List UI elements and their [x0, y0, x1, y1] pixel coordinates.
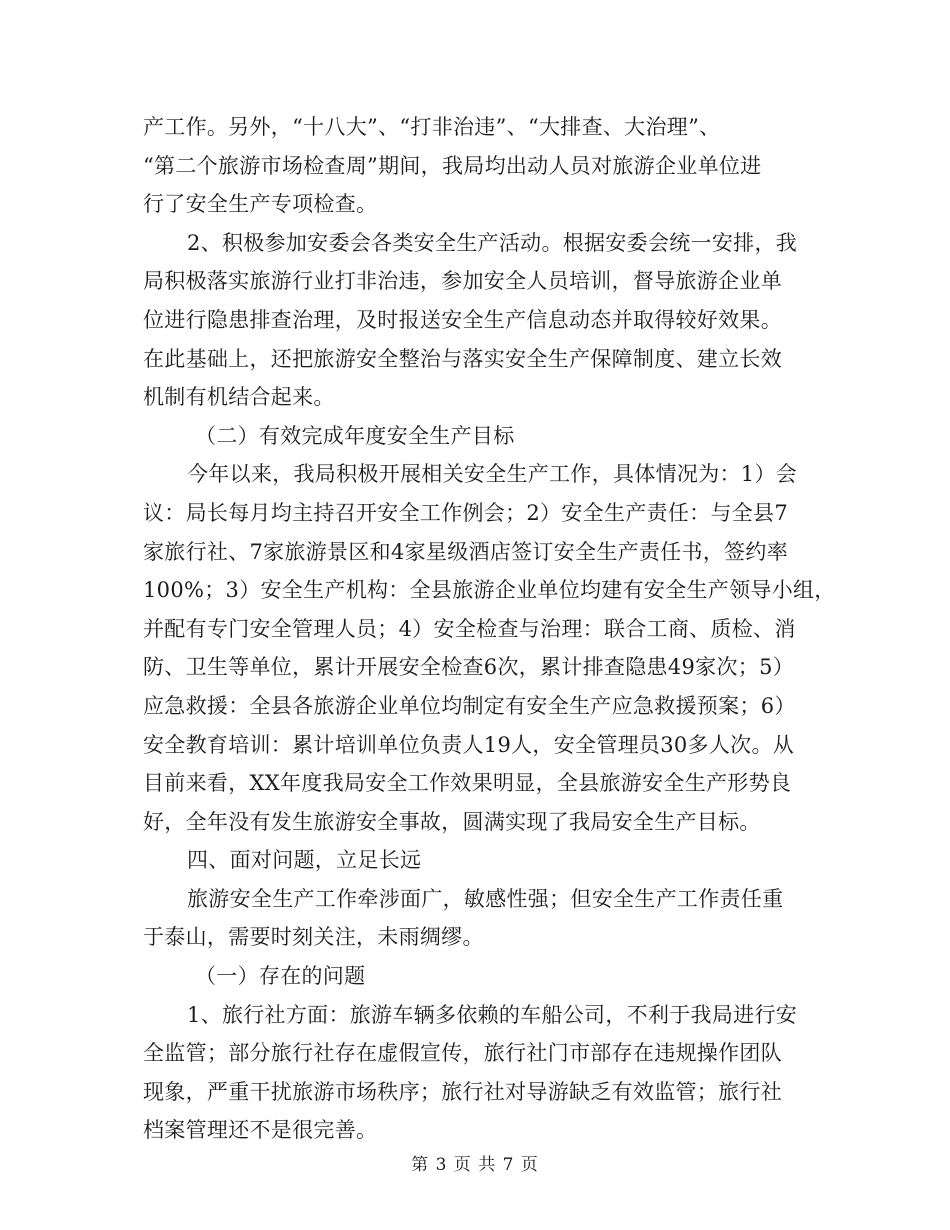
- text-line: 应急救援：全县各旅游企业单位均制定有安全生产应急救援预案；6）: [143, 693, 796, 718]
- text-line: 全监管；部分旅行社存在虚假宣传，旅行社门市部存在违规操作团队: [143, 1041, 782, 1066]
- section-heading: （二）有效完成年度安全生产目标: [195, 423, 515, 448]
- text-line: 家旅行社、7家旅游景区和4家星级酒店签订安全生产责任书，签约率: [143, 539, 789, 564]
- text-line: 位进行隐患排查治理，及时报送安全生产信息动态并取得较好效果。: [143, 307, 782, 332]
- text-line: 于泰山，需要时刻关注，未雨绸缪。: [143, 925, 484, 950]
- text-line: 好，全年没有发生旅游安全事故，圆满实现了我局安全生产目标。: [143, 809, 761, 834]
- text-line: 局积极落实旅游行业打非治违，参加安全人员培训，督导旅游企业单: [143, 269, 782, 294]
- text-line: 在此基础上，还把旅游安全整治与落实安全生产保障制度、建立长效: [143, 346, 782, 371]
- section-heading: 四、面对问题，立足长远: [187, 848, 422, 873]
- page-number-footer: 第 3 页 共 7 页: [411, 1155, 539, 1175]
- text-line: 安全教育培训：累计培训单位负责人19人，安全管理员30多人次。从: [143, 732, 795, 757]
- text-line: 产工作。另外，“十八大”、“打非治违”、“大排查、大治理”、: [143, 115, 721, 139]
- text-line: 100%；3）安全生产机构：全县旅游企业单位均建有安全生产领导小组，: [143, 578, 836, 603]
- document-body: [143, 108, 836, 1150]
- text-line: 议：局长每月均主持召开安全工作例会；2）安全生产责任：与全县7: [143, 500, 789, 525]
- paragraph-start-line: 今年以来，我局积极开展相关安全生产工作，具体情况为：1）会: [187, 462, 798, 487]
- paragraph-start-line: 2、积极参加安委会各类安全生产活动。根据安委会统一安排，我: [187, 230, 798, 255]
- text-line: 机制有机结合起来。: [143, 385, 335, 410]
- paragraph-start-line: 旅游安全生产工作牵涉面广，敏感性强；但安全生产工作责任重: [187, 886, 784, 911]
- text-line: 现象，严重干扰旅游市场秩序；旅行社对导游缺乏有效监管；旅行社: [143, 1079, 782, 1104]
- text-line: 行了安全生产专项检查。: [143, 192, 378, 217]
- text-line: 防、卫生等单位，累计开展安全检查6次，累计排查隐患49家次；5）: [143, 655, 795, 680]
- text-line: 目前来看，XX年度我局安全工作效果明显，全县旅游安全生产形势良: [143, 771, 792, 796]
- text-line: 档案管理还不是很完善。: [143, 1118, 378, 1143]
- section-heading: （一）存在的问题: [195, 964, 366, 989]
- text-line: 并配有专门安全管理人员；4）安全检查与治理：联合工商、质检、消: [143, 616, 796, 641]
- paragraph-start-line: 1、旅行社方面：旅游车辆多依赖的车船公司，不利于我局进行安: [187, 1002, 798, 1027]
- text-line: “第二个旅游市场检查周”期间，我局均出动人员对旅游企业单位进: [143, 153, 762, 178]
